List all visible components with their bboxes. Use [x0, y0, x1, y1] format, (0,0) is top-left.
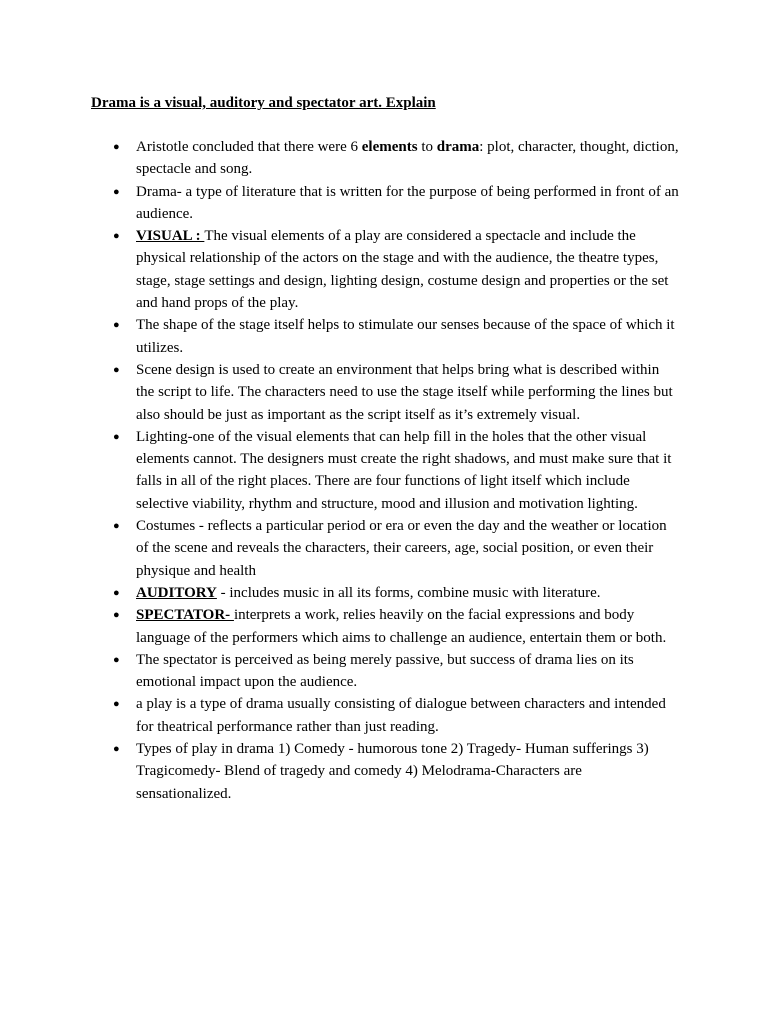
bullet-dot-icon: ●	[113, 653, 120, 666]
bullet-dot-icon: ●	[113, 609, 120, 622]
bullet-item-spectator	[113, 604, 679, 649]
bullet-item-lighting	[113, 426, 679, 515]
bullet-item-drama-definition	[113, 181, 679, 226]
bullet-item-play-types	[113, 738, 679, 805]
page-title: Drama is a visual, auditory and spectator art. Explain	[91, 95, 436, 111]
bullet-dot-icon: ●	[113, 698, 120, 711]
bullet-dot-icon: ●	[113, 430, 120, 443]
bullet-text: a play is a type of drama usually consisting of dialogue between characters and intended for theatrical performance rather than just reading.	[136, 696, 666, 735]
bullet-text: Scene design is used to create an environment that helps bring what is described within the script to life. The characters need to use the stage itself while performing the lines but also should be just as important as the script itself as it’s extremely visual.	[136, 361, 673, 423]
bullet-item-costumes	[113, 515, 679, 582]
bullet-text: interprets a work, relies heavily on the facial expressions and body language of the performers which aims to challenge an audience, entertain them or both.	[136, 607, 667, 646]
bullet-list	[113, 136, 679, 805]
bullet-dot-icon: ●	[113, 586, 120, 599]
bullet-text: The visual elements of a play are considered a spectacle and include the physical relationship of the actors on the stage and with the audience, the theatre types, stage, stage settings and design, lighting design, costume design and properties or the set and hand props of the play.	[136, 228, 669, 312]
bullet-item-elements	[113, 136, 679, 181]
bullet-dot-icon: ●	[113, 230, 120, 243]
bullet-text: Drama- a type of literature that is written for the purpose of being performed in front of an audience.	[136, 183, 679, 222]
bullet-text: Lighting-one of the visual elements that can help fill in the holes that the other visual elements cannot. The designers must create the right shadows, and must make sure that it falls in all of the right places. There are four functions of light itself which include selective viability, rhythm and structure, mood and illusion and motivation lighting.	[136, 428, 672, 512]
bullet-label-visual: VISUAL :	[136, 228, 205, 245]
bullet-item-visual	[113, 225, 679, 314]
bullet-dot-icon: ●	[113, 185, 120, 198]
bullet-dot-icon: ●	[113, 141, 120, 153]
bullet-item-stage-shape	[113, 314, 679, 359]
bullet-item-auditory	[113, 582, 679, 604]
bullet-bold-drama: drama	[436, 139, 480, 155]
bullet-text: The shape of the stage itself helps to stimulate our senses because of the space of which it utilizes.	[136, 317, 675, 356]
bullet-item-play-definition	[113, 693, 679, 738]
bullet-dot-icon: ●	[113, 520, 120, 533]
bullet-bold-elements: elements	[361, 139, 418, 155]
bullet-text-post: : plot, character, thought, diction, spectacle and song.	[136, 139, 679, 178]
bullet-text-pre: Aristotle concluded that there were 6	[136, 139, 362, 155]
bullet-text: - includes music in all its forms, combine music with literature.	[216, 584, 601, 601]
bullet-dot-icon: ●	[113, 319, 120, 332]
bullet-dot-icon: ●	[113, 363, 120, 376]
bullet-label-spectator: SPECTATOR-	[136, 607, 234, 624]
bullet-label-auditory: AUDITORY	[136, 584, 217, 601]
bullet-text-mid: to	[417, 139, 437, 155]
bullet-item-spectator-passive	[113, 649, 679, 694]
bullet-text: The spectator is perceived as being merely passive, but success of drama lies on its emotional impact upon the audience.	[136, 651, 634, 691]
bullet-text: Types of play in drama 1) Comedy - humorous tone 2) Tragedy- Human sufferings 3) Tragicomedy- Blend of tragedy and comedy 4) Melodrama-Characters are sensationalized.	[136, 741, 649, 802]
bullet-text: Costumes - reflects a particular period or era or even the day and the weather or location of the scene and reveals the characters, their careers, age, social position, or even their physique and health	[136, 518, 667, 579]
bullet-dot-icon: ●	[113, 743, 120, 756]
bullet-item-scene-design	[113, 359, 679, 426]
